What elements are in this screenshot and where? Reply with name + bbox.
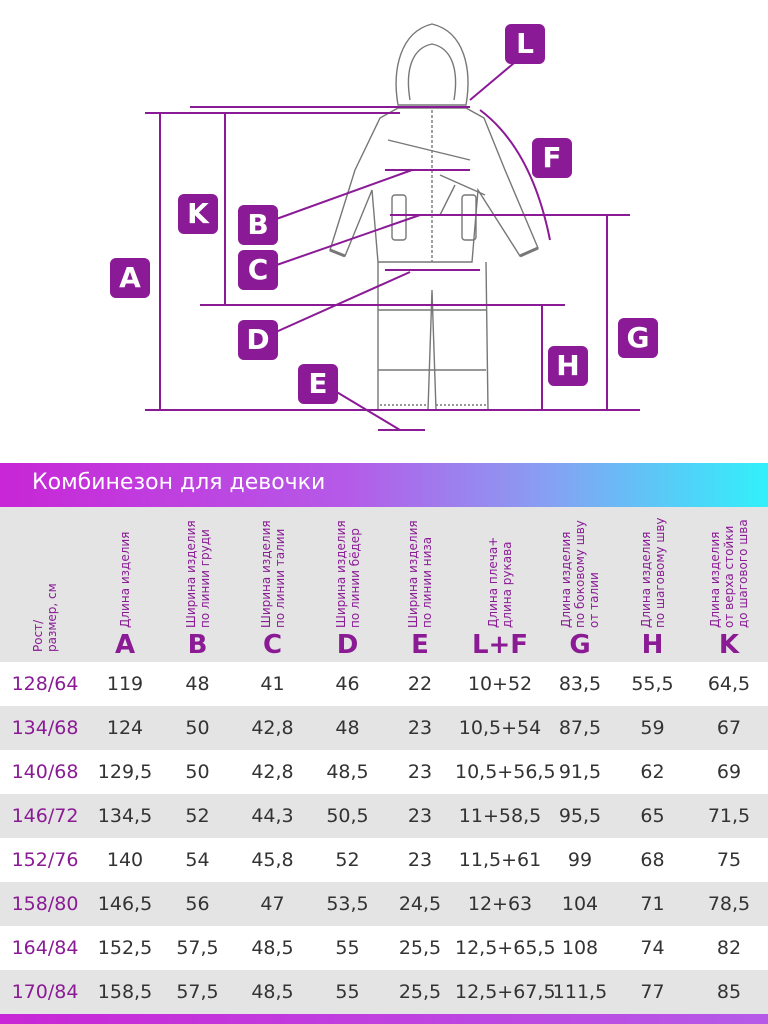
value-cell: 85 [716,981,742,1003]
value-cell: 74 [640,937,665,959]
header-letter: L+F [471,630,529,660]
table-row [0,926,768,970]
value-cell: 65 [640,805,665,827]
measurement-diagram [0,0,768,460]
table-header [0,507,768,662]
header-letter: C [262,630,283,660]
value-cell: 50 [185,761,210,783]
table-row [0,794,768,838]
header-label: Длина изделия по боковому шву от талии [559,520,601,628]
value-cell: 67 [716,717,742,739]
header-label: Рост/ размер, см [31,583,59,652]
value-cell: 41 [260,673,285,695]
value-cell: 108 [561,937,599,959]
header-letter: D [336,630,359,660]
value-cell: 57,5 [176,937,219,959]
value-cell: 23 [407,717,433,739]
value-cell: 78,5 [707,893,751,915]
title-bar [0,463,768,507]
table-row [0,838,768,882]
label-a: A [110,258,150,298]
value-cell: 55 [335,981,360,1003]
value-cell: 56 [185,893,210,915]
header-letter: K [718,630,740,660]
value-cell: 52 [185,805,210,827]
value-cell: 95,5 [558,805,602,827]
value-cell: 55,5 [631,673,674,695]
value-cell: 48 [335,717,360,739]
value-cell: 12,5+65,5 [455,937,556,959]
size-cell: 134/68 [11,717,79,739]
value-cell: 71,5 [707,805,751,827]
value-cell: 11+58,5 [458,805,542,827]
value-cell: 68 [640,849,665,871]
label-f: F [532,138,572,178]
value-cell: 62 [640,761,665,783]
header-label: Ширина изделия по линии талии [258,520,287,628]
value-cell: 129,5 [97,761,153,783]
value-cell: 53,5 [326,893,369,915]
value-cell: 46 [335,673,360,695]
header-col-5 [385,507,455,662]
header-label: Ширина изделия по линии бёдер [333,520,362,628]
size-cell: 140/68 [11,761,79,783]
value-cell: 57,5 [176,981,219,1003]
value-cell: 99 [567,849,593,871]
header-col-3 [235,507,310,662]
size-cell: 158/80 [11,893,79,915]
value-cell: 12+63 [467,893,533,915]
header-col-9 [690,507,768,662]
header-letter: A [114,630,136,660]
size-table [0,662,768,1014]
value-cell: 140 [106,849,144,871]
page-title: Комбинезон для девочки [32,470,326,495]
value-cell: 59 [640,717,665,739]
value-cell: 158,5 [97,981,153,1003]
value-cell: 119 [106,673,144,695]
label-c: C [238,250,278,290]
bottom-bar [0,1014,768,1024]
value-cell: 48,5 [326,761,369,783]
value-cell: 48 [185,673,210,695]
value-cell: 55 [335,937,360,959]
header-label: Длина изделия по шаговому шву [638,517,667,628]
size-cell: 152/76 [11,849,79,871]
header-col-4 [310,507,385,662]
header-label: Длина изделия от верха стойки до шагового шва [708,519,750,628]
size-cell: 164/84 [11,937,79,959]
value-cell: 83,5 [558,673,602,695]
value-cell: 23 [407,849,433,871]
table-row [0,970,768,1014]
value-cell: 152,5 [97,937,153,959]
header-letter: H [641,630,664,660]
value-cell: 12,5+67,5 [455,981,556,1003]
value-cell: 104 [561,893,599,915]
value-cell: 146,5 [97,893,153,915]
size-cell: 170/84 [11,981,79,1003]
value-cell: 25,5 [398,981,442,1003]
header-col-8 [615,507,690,662]
label-h: H [548,346,588,386]
value-cell: 45,8 [251,849,294,871]
value-cell: 24,5 [398,893,442,915]
value-cell: 71 [640,893,665,915]
table-row [0,706,768,750]
value-cell: 47 [260,893,285,915]
table-row [0,662,768,706]
value-cell: 25,5 [398,937,442,959]
header-label: Длина плеча+ длина рукава [486,536,514,628]
value-cell: 23 [407,761,433,783]
label-g: G [618,318,658,358]
value-cell: 23 [407,805,433,827]
value-cell: 87,5 [558,717,602,739]
header-label: Ширина изделия по линии низа [406,520,434,628]
label-k: K [178,194,218,234]
value-cell: 11,5+61 [458,849,542,871]
header-letter: G [569,630,591,660]
label-d: D [238,320,278,360]
header-col-6 [455,507,545,662]
value-cell: 52 [335,849,360,871]
value-cell: 10,5+54 [458,717,542,739]
header-label: Длина изделия [118,531,132,628]
value-cell: 48,5 [251,981,294,1003]
value-cell: 50,5 [326,805,369,827]
table-row [0,750,768,794]
value-cell: 64,5 [707,673,751,695]
value-cell: 10,5+56,5 [455,761,556,783]
value-cell: 42,8 [251,717,294,739]
value-cell: 54 [185,849,210,871]
value-cell: 48,5 [251,937,294,959]
header-col-7 [545,507,615,662]
value-cell: 44,3 [251,805,294,827]
label-b: B [238,205,278,245]
value-cell: 111,5 [552,981,608,1003]
size-cell: 128/64 [11,673,79,695]
table-row [0,882,768,926]
value-cell: 134,5 [97,805,153,827]
header-label: Ширина изделия по линии груди [183,520,212,628]
value-cell: 69 [716,761,742,783]
value-cell: 10+52 [467,673,533,695]
header-col-2 [160,507,235,662]
header-letter: E [411,630,429,660]
value-cell: 77 [640,981,665,1003]
label-l: L [505,24,545,64]
header-col-0 [0,507,90,662]
size-cell: 146/72 [11,805,79,827]
value-cell: 82 [716,937,742,959]
label-e: E [298,364,338,404]
value-cell: 91,5 [558,761,602,783]
value-cell: 42,8 [251,761,294,783]
header-col-1 [90,507,160,662]
value-cell: 75 [716,849,742,871]
header-letter: B [187,630,208,660]
jumpsuit-sketch [0,0,768,460]
value-cell: 50 [185,717,210,739]
value-cell: 22 [407,673,433,695]
value-cell: 124 [106,717,144,739]
